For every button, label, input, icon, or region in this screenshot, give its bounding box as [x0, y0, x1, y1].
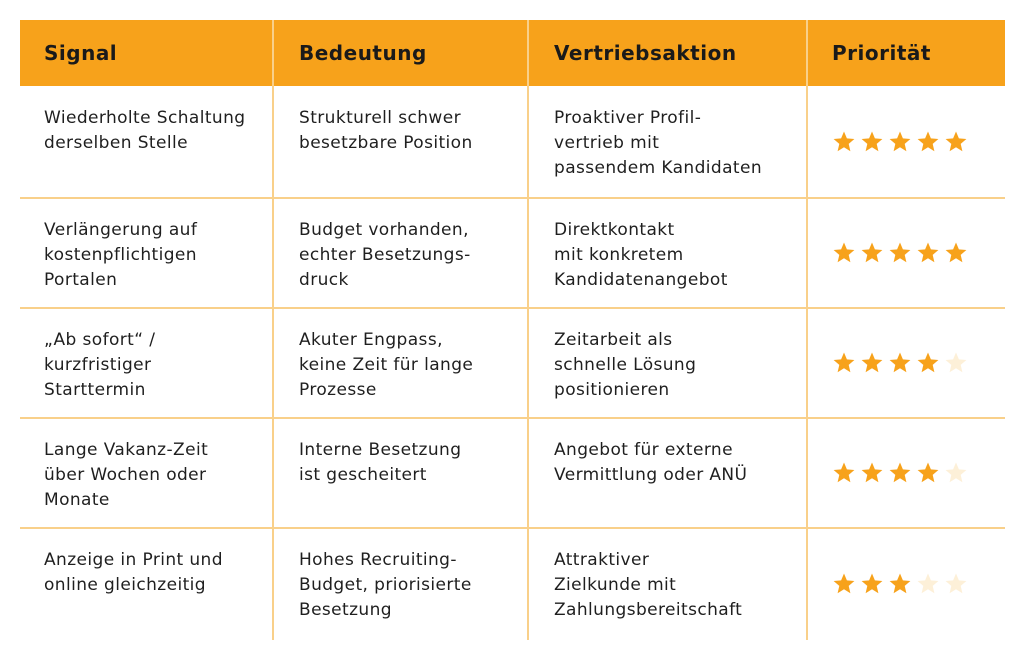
- bedeutung-cell: Hohes Recruiting- Budget, priorisierte Besetzung: [299, 550, 472, 620]
- star-filled-icon: [832, 130, 856, 153]
- star-filled-icon: [916, 130, 940, 153]
- table-header: [20, 20, 1005, 86]
- table-row: [20, 528, 1005, 640]
- vertriebsaktion-cell: Zeitarbeit als schnelle Lösung positionieren: [554, 330, 697, 400]
- signal-cell: Verlängerung auf kostenpflichtigen Portalen: [44, 220, 198, 290]
- star-filled-icon: [832, 351, 856, 374]
- star-filled-icon: [832, 572, 856, 595]
- star-empty-icon: [944, 461, 968, 484]
- vertriebsaktion-cell: Direktkontakt mit konkretem Kandidatenangebot: [554, 220, 728, 290]
- star-empty-icon: [944, 351, 968, 374]
- star-filled-icon: [944, 241, 968, 264]
- vertriebsaktion-cell: Attraktiver Zielkunde mit Zahlungsbereitschaft: [554, 550, 743, 620]
- bedeutung-cell: Interne Besetzung ist gescheitert: [299, 440, 462, 485]
- bedeutung-cell: Akuter Engpass, keine Zeit für lange Prozesse: [299, 330, 474, 400]
- priority-rating: [832, 461, 968, 484]
- priority-rating: [832, 351, 968, 374]
- star-filled-icon: [860, 130, 884, 153]
- header-prioritaet: Priorität: [832, 41, 931, 65]
- bedeutung-cell: Strukturell schwer besetzbare Position: [299, 108, 473, 153]
- table-row: [20, 418, 1005, 528]
- vertriebsaktion-cell: Proaktiver Profil- vertrieb mit passendem Kandidaten: [554, 108, 763, 178]
- signal-priority-table: [20, 20, 1005, 640]
- table-row: [20, 86, 1005, 198]
- table-row: [20, 308, 1005, 418]
- signal-cell: Wiederholte Schaltung derselben Stelle: [44, 108, 246, 153]
- priority-rating: [832, 572, 968, 595]
- star-filled-icon: [888, 461, 912, 484]
- table-row: [20, 198, 1005, 308]
- star-filled-icon: [888, 130, 912, 153]
- star-filled-icon: [944, 130, 968, 153]
- star-filled-icon: [916, 241, 940, 264]
- star-filled-icon: [832, 461, 856, 484]
- star-filled-icon: [888, 241, 912, 264]
- star-filled-icon: [860, 241, 884, 264]
- star-filled-icon: [860, 572, 884, 595]
- star-filled-icon: [888, 351, 912, 374]
- star-empty-icon: [944, 572, 968, 595]
- signal-cell: Lange Vakanz-Zeit über Wochen oder Monate: [44, 440, 209, 510]
- star-filled-icon: [860, 351, 884, 374]
- star-filled-icon: [916, 351, 940, 374]
- priority-rating: [832, 241, 968, 264]
- header-signal: Signal: [44, 41, 118, 65]
- header-vertriebsaktion: Vertriebsaktion: [554, 41, 737, 65]
- star-filled-icon: [860, 461, 884, 484]
- star-filled-icon: [888, 572, 912, 595]
- header-bedeutung: Bedeutung: [299, 41, 427, 65]
- signal-cell: Anzeige in Print und online gleichzeitig: [44, 550, 223, 595]
- bedeutung-cell: Budget vorhanden, echter Besetzungs- druck: [299, 220, 471, 290]
- signal-cell: „Ab sofort“ / kurzfristiger Starttermin: [44, 330, 156, 400]
- vertriebsaktion-cell: Angebot für externe Vermittlung oder ANÜ: [554, 440, 748, 485]
- star-empty-icon: [916, 572, 940, 595]
- star-filled-icon: [916, 461, 940, 484]
- priority-rating: [832, 130, 968, 153]
- star-filled-icon: [832, 241, 856, 264]
